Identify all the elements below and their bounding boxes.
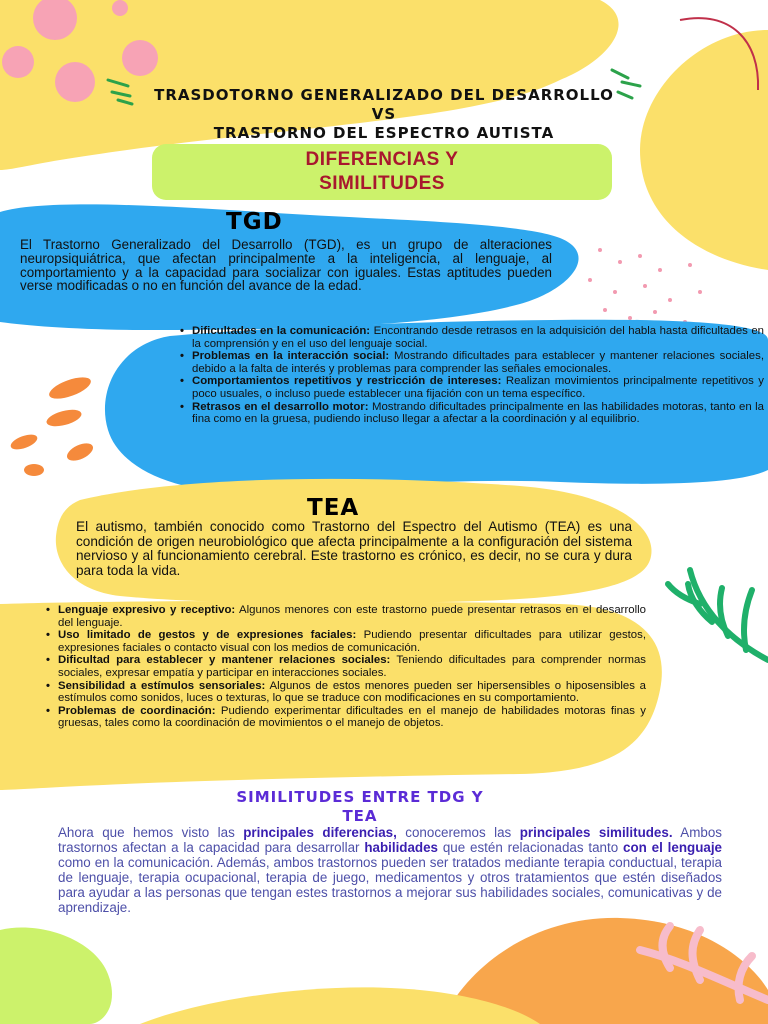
orange-dash — [47, 373, 94, 403]
list-item-label: Sensibilidad a estímulos sensoriales: — [58, 679, 266, 692]
main-title-line2: VS — [371, 105, 397, 123]
main-title — [0, 86, 768, 143]
highlight-text: habilidades — [364, 839, 438, 855]
list-item-label: Uso limitado de gestos y de expresiones faciales: — [58, 629, 357, 642]
orange-dash — [9, 432, 39, 453]
list-item-text: Realizan movimientos principalmente repetitivos y poco usuales, o incluso puede establecer una fijación con un tema específico. — [192, 375, 764, 400]
orange-dash — [45, 407, 83, 430]
highlight-text: principales diferencias, — [243, 825, 397, 840]
pink-circle — [122, 40, 158, 76]
list-item — [58, 604, 646, 629]
highlight-text: con el lenguaje — [623, 839, 722, 855]
tea-paragraph: El autismo, también conocido como Trastorno del Espectro del Autismo (TEA) es una condición de origen neurobiológico que afecta principalmente a la configuración del sistema nervioso y al funcionamiento cerebral. Este trastorno es crónico, es decir, no se cura y dura para toda la vida. — [76, 519, 632, 578]
main-title-line3: TRASTORNO DEL ESPECTRO AUTISTA — [213, 124, 555, 142]
list-item — [58, 705, 646, 730]
list-item — [58, 654, 646, 679]
subtitle — [152, 148, 612, 196]
similitudes-paragraph — [58, 826, 722, 915]
list-item-text: Pudiendo experimentar dificultades en el manejo de habilidades motoras finas y gruesas, tales como la coordinación de movimientos o el manejo de objetos. — [58, 704, 646, 730]
tgd-paragraph: El Trastorno Generalizado del Desarrollo (TGD), es un grupo de alteraciones neuropsiquiátrica, que afectan principalmente a la inteligencia, al lenguaje, al comportamiento y a la capacidad para socializar con iguales. Estas aptitudes pueden verse modificadas o no en función del avance de la edad. — [20, 237, 552, 294]
list-item-text: Mostrando dificultades principalmente en las habilidades motoras, tanto en la fina como en la gruesa, pudiendo incluso llegar a afectar a la coordinación y al equilibrio. — [192, 400, 764, 426]
list-item — [192, 325, 764, 350]
list-item — [58, 680, 646, 705]
paragraph-text: como en la comunicación. Además, ambos trastornos pueden ser tratados mediante terapia conductual, terapia de lenguaje, terapia ocupacional, terapia de juego, medicamentos y otros tratamientos que estén diseñados para ayudar a las personas que tengan estes trastornos a mejorar sus habilidades sociales, comunicativas y de aprendizaje. — [58, 854, 722, 915]
pink-circle — [112, 0, 128, 16]
list-item-label: Problemas en la interacción social: — [192, 350, 390, 363]
list-item-text: Teniendo dificultades para comprender normas sociales, expresar empatía y participar en interacciones sociales. — [58, 654, 646, 679]
similitudes-title-line2: TEA — [342, 807, 378, 825]
main-title-line1: TRASDOTORNO GENERALIZADO DEL DESARROLLO — [154, 86, 614, 104]
tea-title: TEA — [307, 495, 360, 521]
green-leaf-right — [668, 570, 768, 660]
list-item-label: Comportamientos repetitivos y restricción de intereses: — [192, 375, 502, 388]
paragraph-text: que estén relacionadas tanto — [438, 839, 624, 855]
orange-dash — [24, 464, 44, 476]
list-item — [192, 350, 764, 375]
list-item-label: Problemas de coordinación: — [58, 704, 216, 717]
tgd-bullet-list — [178, 325, 764, 426]
paragraph-text: conoceremos las — [396, 825, 520, 840]
list-item-label: Dificultad para establecer y mantener relaciones sociales: — [58, 654, 391, 667]
list-item-label: Retrasos en el desarrollo motor: — [192, 400, 369, 413]
list-item-label: Lenguaje expresivo y receptivo: — [58, 604, 236, 616]
orange-dash — [64, 440, 95, 465]
list-item-text: Mostrando dificultades para establecer y mantener relaciones sociales, debido a la falta de interés y problemas para comprender las señales emocionales. — [192, 350, 764, 375]
subtitle-line1: DIFERENCIAS Y — [305, 149, 459, 170]
pink-dot-grid — [588, 248, 702, 324]
list-item-text: Algunos menores con este trastorno puede presentar retrasos en el desarrollo del lenguaje. — [58, 604, 646, 629]
list-item — [192, 375, 764, 400]
list-item — [58, 629, 646, 654]
pink-circle — [2, 46, 34, 78]
tgd-title: TGD — [226, 209, 283, 235]
paragraph-text: Ambos trastornos afectan a la capacidad para desarrollar — [58, 825, 722, 855]
subtitle-line2: SIMILITUDES — [319, 173, 445, 194]
similitudes-title — [150, 788, 570, 826]
highlight-text: principales similitudes. — [519, 825, 673, 840]
right-yellow-blob — [640, 30, 768, 270]
paragraph-text: Ahora que hemos visto las — [58, 825, 244, 840]
list-item — [192, 401, 764, 426]
list-item-label: Dificultades en la comunicación: — [192, 325, 371, 337]
bottom-left-green-blob — [0, 927, 112, 1024]
list-item-text: Pudiendo presentar dificultades para utilizar gestos, expresiones faciales o contacto visual con los medios de comunicación. — [58, 629, 647, 654]
similitudes-title-line1: SIMILITUDES ENTRE TDG Y — [236, 788, 484, 806]
list-item-text: Algunos de estos menores pueden ser hipersensibles o hiposensibles a estímulos como sonidos, luces o texturas, lo que se traduce con modificaciones en su comportamiento. — [58, 679, 647, 705]
list-item-text: Encontrando desde retrasos en la adquisición del habla hasta dificultades en la comprensión y en el uso del lenguaje social. — [192, 325, 764, 350]
tea-bullet-list — [44, 604, 646, 730]
